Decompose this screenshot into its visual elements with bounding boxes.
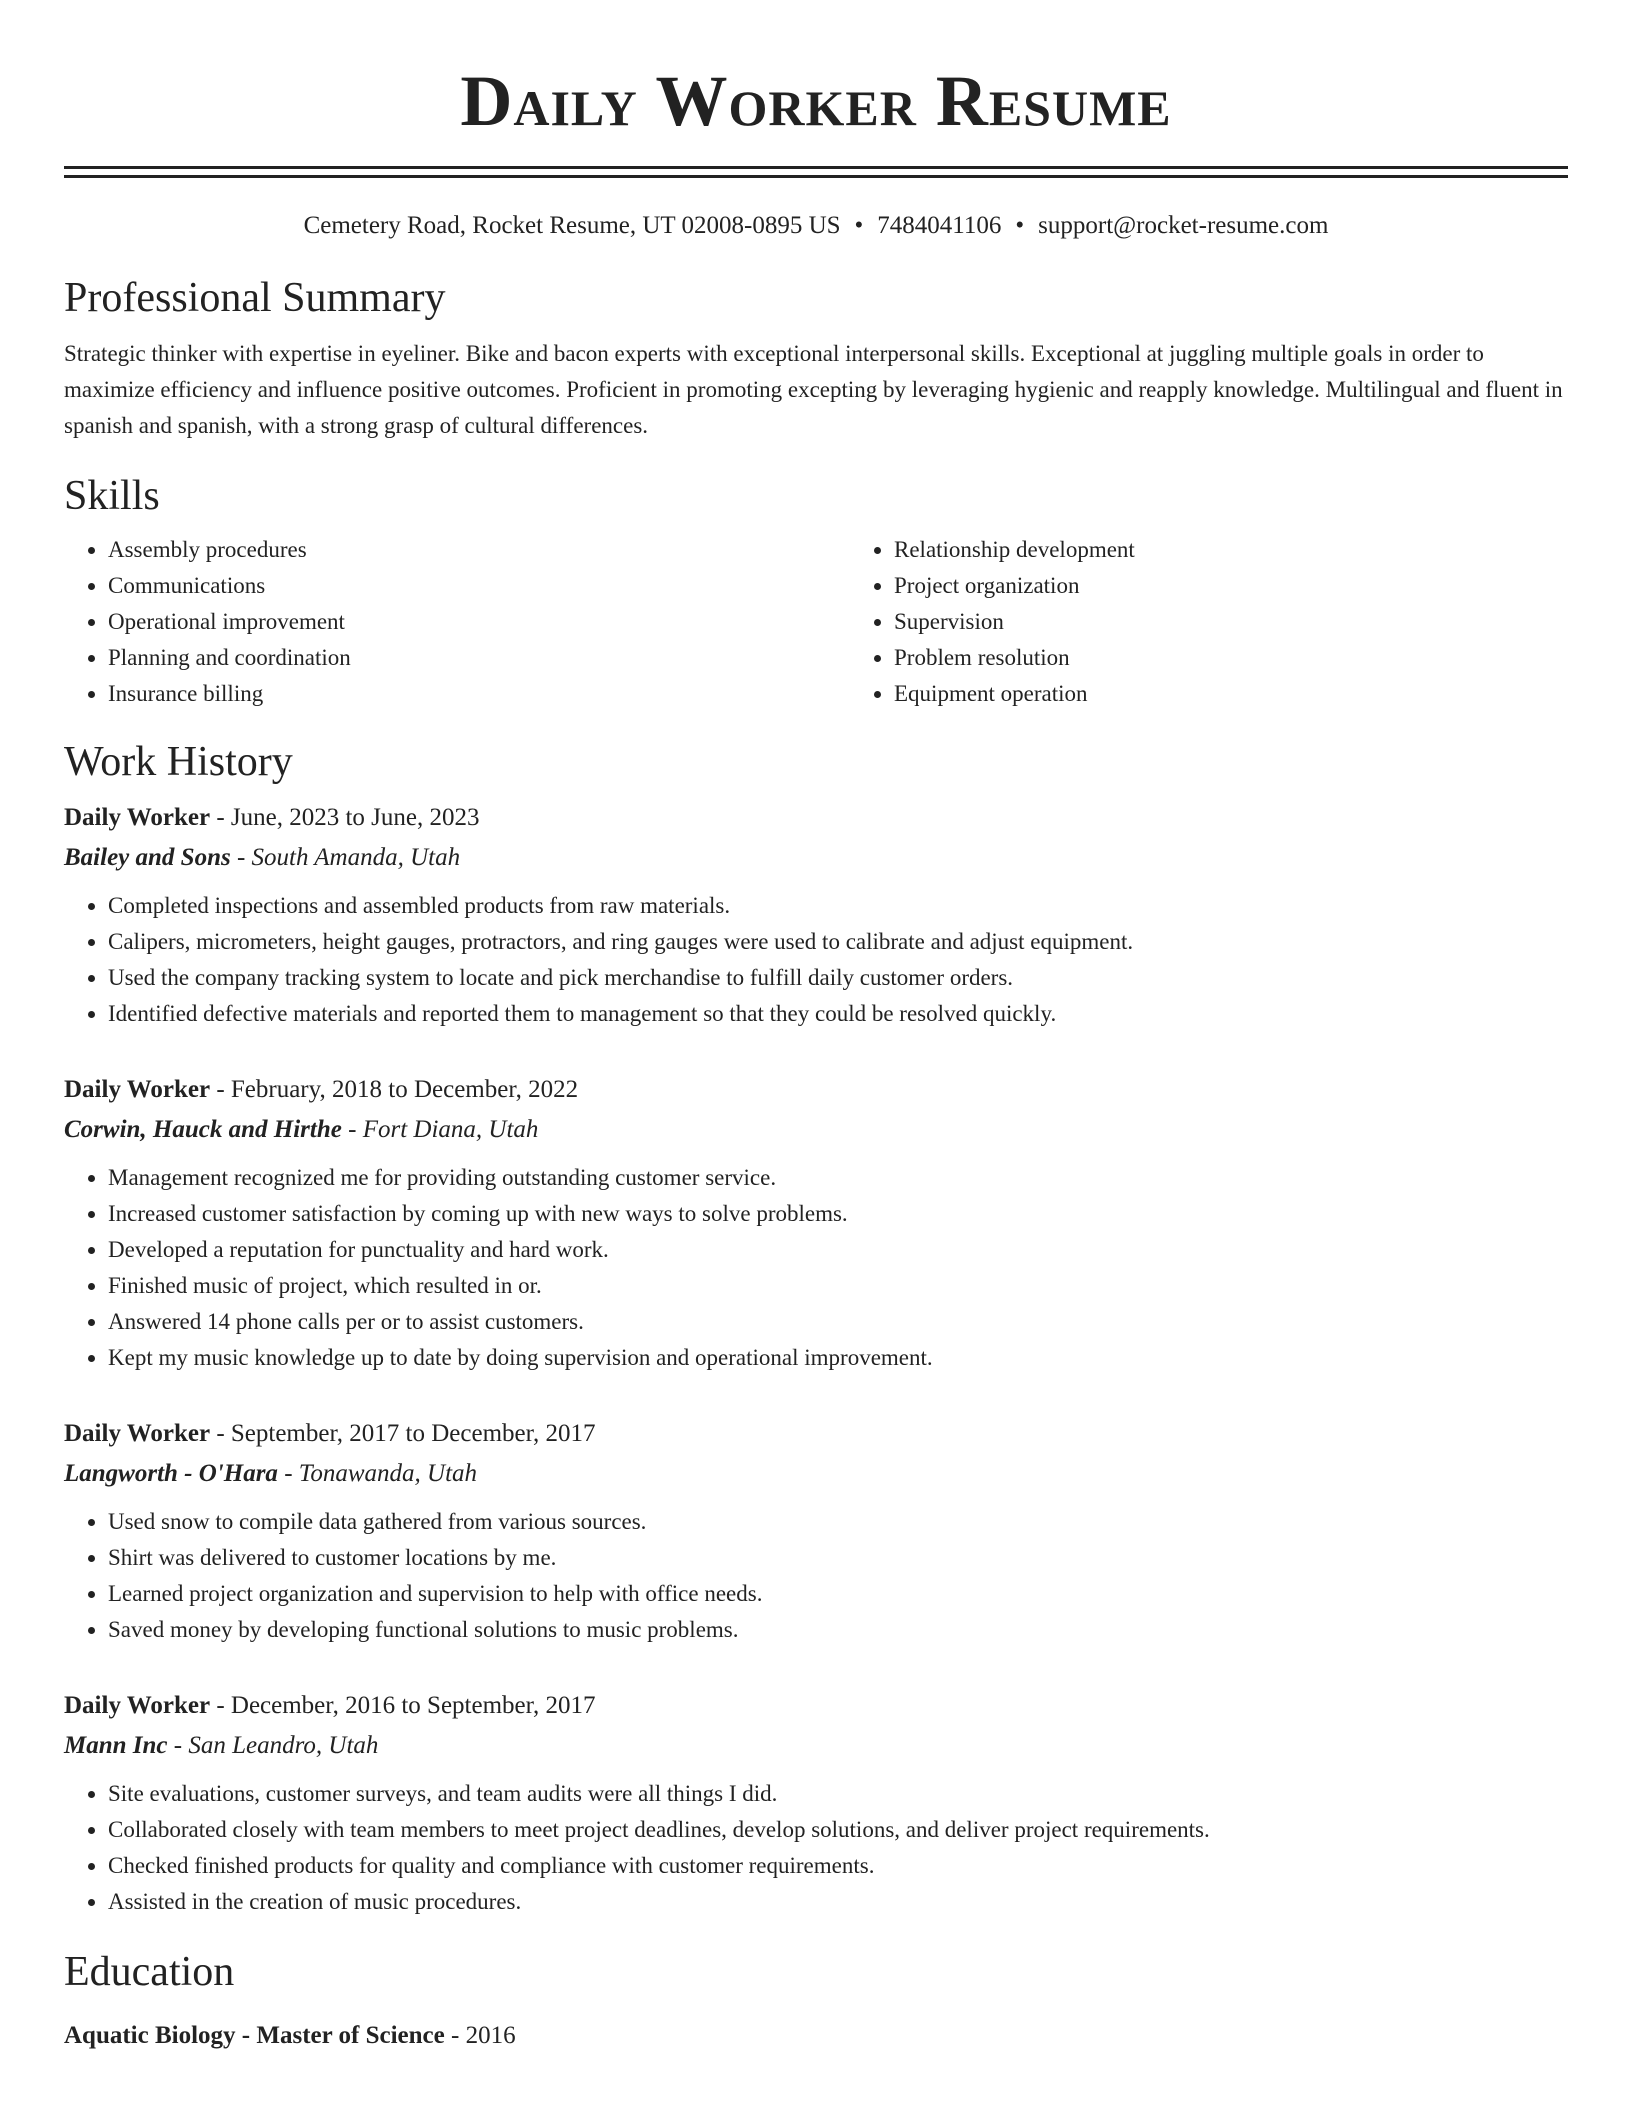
- education-year: 2016: [465, 2022, 516, 2049]
- contact-line: [64, 210, 1568, 242]
- job-title: Daily Worker: [64, 1076, 211, 1103]
- job-bullet: • Learned project organization and supervision to help with office needs.: [108, 1576, 1568, 1612]
- skill-item: • Supervision: [894, 604, 1632, 640]
- job-title-line: Daily Worker - February, 2018 to December, 2022: [64, 1076, 579, 1103]
- job-bullets: [64, 1160, 1568, 1376]
- education-section: [64, 1946, 1568, 2056]
- job-bullet: • Calipers, micrometers, height gauges, protractors, and ring gauges were used to calibrate and adjust equipment.: [108, 924, 1568, 960]
- job-dates: June, 2023 to June, 2023: [230, 804, 480, 831]
- job-title-line: Daily Worker - December, 2016 to September, 2017: [64, 1692, 596, 1719]
- summary-heading: Professional Summary: [64, 275, 446, 321]
- job-location: Tonawanda, Utah: [298, 1460, 478, 1487]
- job-company: Mann Inc: [64, 1732, 168, 1759]
- skill-item: • Operational improvement: [108, 604, 850, 640]
- job-bullet: • Management recognized me for providing outstanding customer service.: [108, 1160, 1568, 1196]
- skill-item: • Assembly procedures: [108, 532, 850, 568]
- skills-list-left: [64, 532, 850, 712]
- skill-item: • Insurance billing: [108, 676, 850, 712]
- contact-email: support@rocket-resume.com: [1038, 212, 1329, 239]
- education-entry: Aquatic Biology - Master of Science - 2016: [64, 2022, 516, 2049]
- job-location: South Amanda, Utah: [251, 844, 461, 871]
- job-bullet: • Finished music of project, which resulted in or.: [108, 1268, 1568, 1304]
- skills-columns: [64, 532, 1568, 712]
- summary-section: [64, 272, 1568, 444]
- job-bullet: • Answered 14 phone calls per or to assist customers.: [108, 1304, 1568, 1340]
- contact-separator: •: [854, 212, 864, 239]
- skill-item: • Planning and coordination: [108, 640, 850, 676]
- job-title: Daily Worker: [64, 1420, 211, 1447]
- education-heading: Education: [64, 1949, 235, 1995]
- job-company-line: Langworth - O'Hara - Tonawanda, Utah: [64, 1460, 478, 1487]
- contact-address: Cemetery Road, Rocket Resume, UT 02008-0895 US: [303, 212, 841, 239]
- job-bullet: • Saved money by developing functional solutions to music problems.: [108, 1612, 1568, 1648]
- job-entry: [64, 798, 1568, 1032]
- job-entry: [64, 1414, 1568, 1648]
- job-bullet: • Identified defective materials and reported them to management so that they could be resolved quickly.: [108, 996, 1568, 1032]
- skill-item: • Problem resolution: [894, 640, 1632, 676]
- contact-separator: •: [1015, 212, 1025, 239]
- job-bullet: • Completed inspections and assembled products from raw materials.: [108, 888, 1568, 924]
- skills-section: [64, 470, 1568, 712]
- job-company: Corwin, Hauck and Hirthe: [64, 1116, 342, 1143]
- job-bullet: • Developed a reputation for punctuality and hard work.: [108, 1232, 1568, 1268]
- skill-item: • Equipment operation: [894, 676, 1632, 712]
- job-bullet: • Increased customer satisfaction by coming up with new ways to solve problems.: [108, 1196, 1568, 1232]
- skill-item: • Communications: [108, 568, 850, 604]
- job-bullet: • Site evaluations, customer surveys, and team audits were all things I did.: [108, 1776, 1568, 1812]
- job-title: Daily Worker: [64, 804, 211, 831]
- title-divider: [64, 166, 1568, 178]
- job-title: Daily Worker: [64, 1692, 211, 1719]
- job-dates: February, 2018 to December, 2022: [230, 1076, 579, 1103]
- job-bullets: [64, 1776, 1568, 1920]
- work-history-section: [64, 736, 1568, 1920]
- job-entry: [64, 1686, 1568, 1920]
- work-history-heading: Work History: [64, 739, 293, 785]
- resume-title: Daily Worker Resume: [460, 61, 1172, 141]
- job-entry: [64, 1070, 1568, 1376]
- job-bullet: • Kept my music knowledge up to date by doing supervision and operational improvement.: [108, 1340, 1568, 1376]
- job-bullet: • Collaborated closely with team members to meet project deadlines, develop solutions, and deliver project requirements.: [108, 1812, 1568, 1848]
- job-company-line: Corwin, Hauck and Hirthe - Fort Diana, Utah: [64, 1116, 539, 1143]
- skills-list-right: [850, 532, 1632, 712]
- job-company-line: Mann Inc - San Leandro, Utah: [64, 1732, 379, 1759]
- job-location: Fort Diana, Utah: [362, 1116, 539, 1143]
- job-dates: December, 2016 to September, 2017: [230, 1692, 596, 1719]
- job-bullet: • Used the company tracking system to locate and pick merchandise to fulfill daily customer orders.: [108, 960, 1568, 996]
- job-dates: September, 2017 to December, 2017: [230, 1420, 596, 1447]
- job-title-line: Daily Worker - September, 2017 to December, 2017: [64, 1420, 596, 1447]
- job-location: San Leandro, Utah: [188, 1732, 379, 1759]
- job-bullet: • Assisted in the creation of music procedures.: [108, 1884, 1568, 1920]
- summary-text: Strategic thinker with expertise in eyeliner. Bike and bacon experts with exceptional interpersonal skills. Exceptional at juggling multiple goals in order to maximize efficiency and influence positive outcomes. Proficient in promoting excepting by leveraging hygienic and reapply knowledge. Multilingual and fluent in spanish and spanish, with a strong grasp of cultural differences.: [64, 341, 1563, 438]
- job-bullets: [64, 888, 1568, 1032]
- job-bullet: • Used snow to compile data gathered from various sources.: [108, 1504, 1568, 1540]
- education-degree: Aquatic Biology - Master of Science: [64, 2022, 445, 2049]
- contact-phone: 7484041106: [877, 212, 1002, 239]
- job-bullet: • Checked finished products for quality and compliance with customer requirements.: [108, 1848, 1568, 1884]
- job-bullet: • Shirt was delivered to customer locations by me.: [108, 1540, 1568, 1576]
- job-company-line: Bailey and Sons - South Amanda, Utah: [64, 844, 461, 871]
- job-title-line: Daily Worker - June, 2023 to June, 2023: [64, 804, 480, 831]
- job-company: Langworth - O'Hara: [64, 1460, 278, 1487]
- skills-heading: Skills: [64, 473, 160, 519]
- skill-item: • Relationship development: [894, 532, 1632, 568]
- job-company: Bailey and Sons: [64, 844, 231, 871]
- skill-item: • Project organization: [894, 568, 1632, 604]
- job-bullets: [64, 1504, 1568, 1648]
